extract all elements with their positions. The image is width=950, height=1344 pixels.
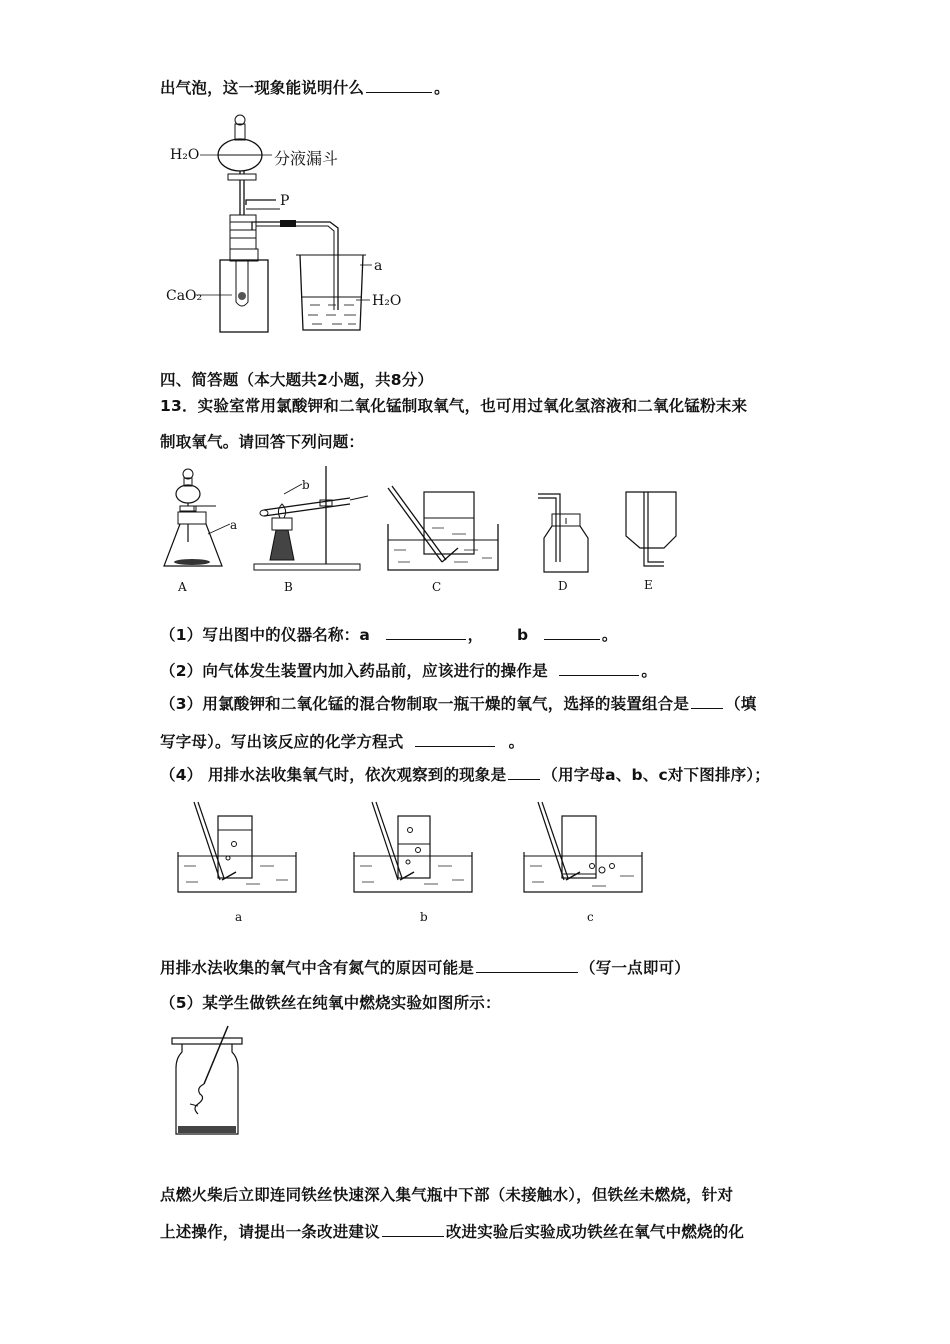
answer-blank (382, 1222, 444, 1237)
q12-tail-line: 出气泡，这一现象能说明什么 。 (160, 79, 450, 97)
water-collection-diagram-a (176, 800, 300, 898)
q13-part2: （2）向气体发生装置内加入药品前，应该进行的操作是 。 (160, 662, 658, 680)
apparatus-d-diagram (530, 488, 600, 576)
answer-blank (386, 625, 466, 640)
apparatus-label-a: A (178, 580, 187, 594)
section-heading: 四、简答题（本大题共2小题，共8分） (160, 371, 434, 389)
q13-part3-line1: （3）用氯酸钾和二氧化锰的混合物制取一瓶干燥的氧气，选择的装置组合是 （填 (160, 695, 757, 713)
apparatus-label-b: B (284, 580, 293, 594)
apparatus-label-d: D (558, 579, 568, 593)
answer-blank (476, 958, 578, 973)
label-separatory-funnel: 分液漏斗 (274, 149, 339, 168)
answer-blank (366, 78, 432, 93)
apparatus-a-mark: a (230, 518, 238, 532)
water-collection-diagram-b (352, 800, 476, 898)
apparatus-b-diagram (250, 464, 370, 574)
q13-intro-line2: 制取氧气。请回答下列问题： (160, 433, 365, 451)
q13-part1: （1）写出图中的仪器名称：a ， b 。 (160, 626, 618, 644)
answer-blank (691, 694, 723, 709)
answer-blank (415, 732, 495, 747)
apparatus-b-mark: b (302, 478, 310, 492)
label-a: a (374, 258, 383, 274)
water-collection-diagram-c (522, 800, 646, 898)
iron-wire-jar-diagram (170, 1024, 250, 1144)
q13-final-line1: 点燃火柴后立即连同铁丝快速深入集气瓶中下部（未接触水），但铁丝未燃烧，针对 (160, 1186, 734, 1204)
q13-intro-line1: 13．实验室常用氯酸钾和二氧化锰制取氧气，也可用过氧化氢溶液和二氧化锰粉末来 (160, 397, 748, 415)
q13-part3-line2: 写字母）。写出该反应的化学方程式 。 (160, 733, 525, 751)
water-label-b: b (420, 910, 428, 924)
label-h2o-beaker: H₂O (372, 293, 402, 309)
label-cao2: CaO₂ (166, 288, 203, 304)
answer-blank (559, 661, 639, 676)
apparatus-label-c: C (432, 580, 442, 594)
answer-blank (508, 765, 540, 780)
q13-final-line2: 上述操作，请提出一条改进建议 改进实验后实验成功铁丝在氧气中燃烧的化 (160, 1223, 745, 1241)
water-label-c: c (587, 910, 594, 924)
q13-part5: （5）某学生做铁丝在纯氧中燃烧实验如图所示： (160, 994, 501, 1012)
apparatus-label-e: E (644, 578, 653, 592)
q13-part4: （4） 用排水法收集氧气时，依次观察到的现象是 （用字母a、b、c对下图排序）； (160, 766, 770, 784)
apparatus-c-diagram (384, 484, 504, 576)
water-label-a: a (235, 910, 243, 924)
label-h2o-top: H₂O (170, 147, 200, 163)
apparatus-e-diagram (620, 488, 690, 576)
answer-blank (544, 625, 600, 640)
q13-nitrogen-line: 用排水法收集的氧气中含有氮气的原因可能是 （写一点即可） (160, 959, 690, 977)
label-p: P (280, 193, 290, 209)
